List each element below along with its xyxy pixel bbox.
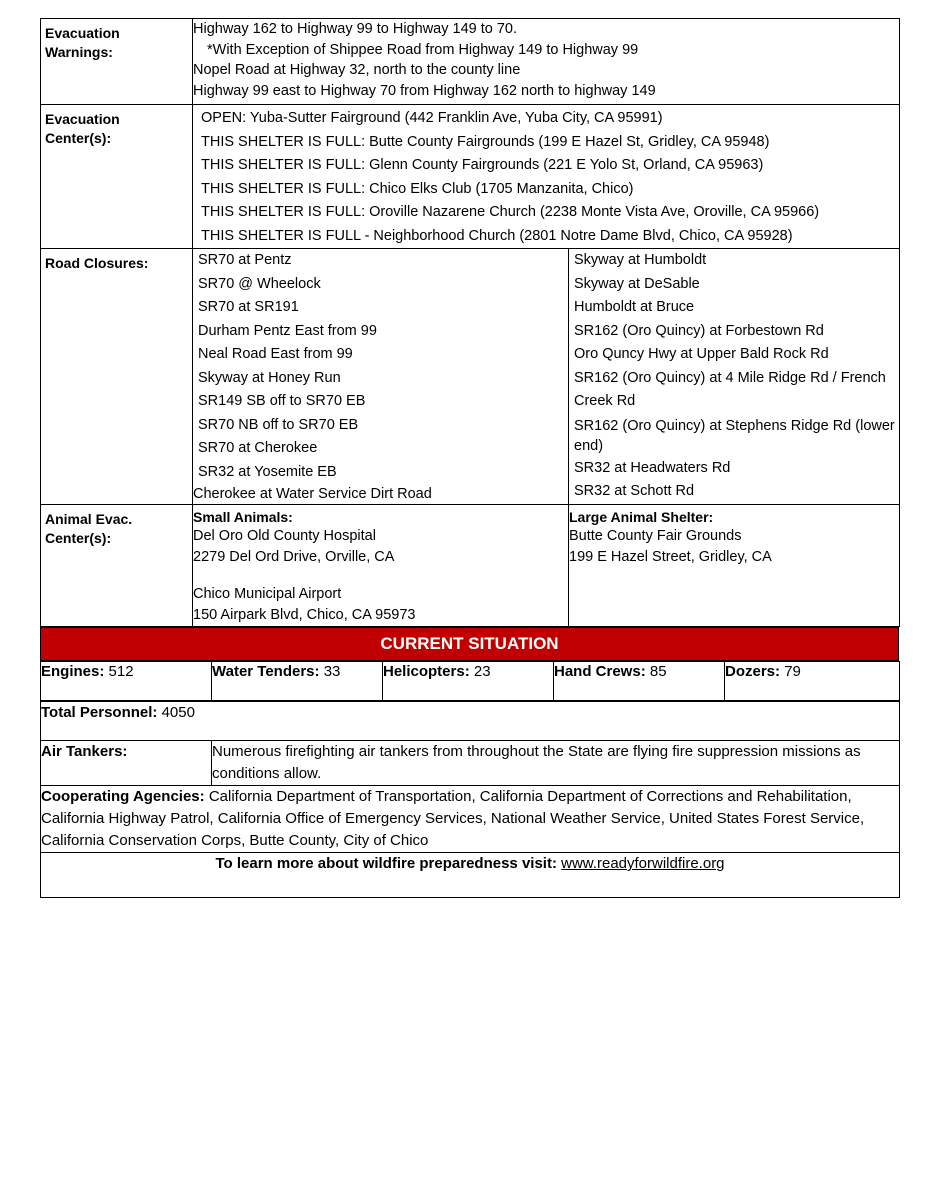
closure-item: Oro Quncy Hwy at Upper Bald Rock Rd bbox=[574, 346, 829, 362]
evacuation-centers-label: Evacuation Center(s): bbox=[41, 105, 193, 249]
air-tankers-row bbox=[41, 741, 900, 786]
shelter-line: THIS SHELTER IS FULL: Chico Elks Club (1705 Manzanita, Chico) bbox=[201, 180, 634, 197]
cooperating-agencies-cell bbox=[41, 786, 900, 853]
stat-hand-crews bbox=[554, 662, 725, 701]
closure-item: Neal Road East from 99 bbox=[198, 346, 353, 362]
air-tankers-text: Numerous firefighting air tankers from throughout the State are flying fire suppression missions as conditions allow. bbox=[212, 741, 900, 786]
closure-item: SR70 @ Wheelock bbox=[198, 275, 321, 292]
warning-line: Nopel Road at Highway 32, north to the county line bbox=[193, 62, 521, 78]
air-tankers-label: Air Tankers: bbox=[41, 741, 212, 786]
total-personnel-value: 4050 bbox=[161, 704, 195, 721]
cooperating-agencies-row bbox=[41, 786, 900, 853]
total-personnel-label: Total Personnel: bbox=[41, 704, 158, 721]
total-personnel-row bbox=[41, 702, 900, 741]
stat-water-tenders bbox=[212, 662, 383, 701]
small-animals-line: 150 Airpark Blvd, Chico, CA 95973 bbox=[193, 607, 416, 623]
shelter-line: THIS SHELTER IS FULL - Neighborhood Church (2801 Notre Dame Blvd, Chico, CA 95928) bbox=[201, 227, 793, 244]
evacuation-centers-row bbox=[41, 105, 900, 249]
small-animals-cell bbox=[193, 505, 569, 627]
closure-item: SR70 at Pentz bbox=[198, 252, 292, 268]
closure-item: SR70 at Cherokee bbox=[198, 440, 318, 456]
shelter-line: THIS SHELTER IS FULL: Oroville Nazarene Church (2238 Monte Vista Ave, Oroville, CA 95966) bbox=[201, 204, 820, 220]
stat-value: 33 bbox=[323, 663, 341, 680]
small-animals-line bbox=[193, 568, 568, 584]
road-closures-left bbox=[193, 249, 569, 505]
learn-more-cell bbox=[41, 853, 900, 898]
shelter-line: OPEN: Yuba-Sutter Fairground (442 Franklin Ave, Yuba City, CA 95991) bbox=[201, 110, 663, 126]
stat-value: 23 bbox=[473, 663, 491, 680]
resource-stats-table bbox=[40, 661, 900, 701]
readyforwildfire-link[interactable]: www.readyforwildfire.org bbox=[561, 855, 725, 872]
closure-item: Skyway at Honey Run bbox=[198, 369, 341, 386]
evacuation-warnings-row bbox=[41, 19, 900, 105]
incident-document bbox=[40, 18, 899, 898]
small-animals-heading: Small Animals: bbox=[193, 509, 293, 525]
closure-item: Cherokee at Water Service Dirt Road bbox=[193, 486, 432, 502]
animal-centers-label: Animal Evac. Center(s): bbox=[41, 505, 193, 627]
warning-line: Highway 162 to Highway 99 to Highway 149 to 70. bbox=[193, 21, 518, 37]
road-closures-label: Road Closures: bbox=[41, 249, 193, 505]
evacuation-warnings-label: Evacuation Warnings: bbox=[41, 19, 193, 105]
resource-stats-row bbox=[41, 662, 900, 701]
stat-engines bbox=[41, 662, 212, 701]
closure-item: SR32 at Headwaters Rd bbox=[574, 459, 731, 476]
incident-info-table bbox=[40, 18, 900, 627]
stat-value: 79 bbox=[784, 663, 801, 680]
stat-label: Dozers: bbox=[725, 663, 781, 680]
closure-item: SR162 (Oro Quincy) at Forbestown Rd bbox=[574, 322, 824, 339]
animal-centers-row bbox=[41, 505, 900, 627]
stat-value: 85 bbox=[649, 663, 667, 680]
closure-item: SR32 at Yosemite EB bbox=[198, 463, 337, 480]
stat-value: 512 bbox=[108, 663, 134, 680]
cooperating-agencies-label: Cooperating Agencies: bbox=[41, 788, 205, 805]
small-animals-line: Chico Municipal Airport bbox=[193, 586, 342, 602]
warning-line: *With Exception of Shippee Road from Highway 149 to Highway 99 bbox=[207, 41, 639, 58]
closure-item: Skyway at DeSable bbox=[574, 275, 700, 292]
small-animals-line: 2279 Del Ord Drive, Orville, CA bbox=[193, 549, 395, 565]
stat-dozers bbox=[725, 662, 900, 701]
large-animals-line: 199 E Hazel Street, Gridley, CA bbox=[569, 549, 772, 565]
road-closures-right bbox=[569, 249, 900, 505]
small-animals-line: Del Oro Old County Hospital bbox=[193, 528, 376, 544]
evacuation-warnings-content bbox=[193, 19, 900, 105]
stat-label: Helicopters: bbox=[383, 663, 470, 680]
shelter-line: THIS SHELTER IS FULL: Glenn County Fairgrounds (221 E Yolo St, Orland, CA 95963) bbox=[201, 157, 764, 173]
closure-item: SR32 at Schott Rd bbox=[574, 483, 695, 499]
stat-helicopters bbox=[383, 662, 554, 701]
closure-item: SR162 (Oro Quincy) at 4 Mile Ridge Rd / French Creek Rd bbox=[574, 369, 886, 409]
cooperating-agencies-text: California Department of Transportation, California Department of Corrections and Rehabilitation, California Highway Patrol, California Office of Emergency Services, National Weather Service, United States Forest Service, California Conservation Corps, Butte County, City of Chico bbox=[41, 788, 865, 849]
situation-details-table bbox=[40, 701, 900, 898]
current-situation-banner: CURRENT SITUATION bbox=[40, 627, 899, 661]
closure-item: SR70 at SR191 bbox=[198, 299, 299, 315]
large-animals-line: Butte County Fair Grounds bbox=[569, 528, 742, 544]
large-animals-heading: Large Animal Shelter: bbox=[569, 509, 714, 525]
stat-label: Engines: bbox=[41, 663, 105, 680]
warning-line: Highway 99 east to Highway 70 from Highway 162 north to highway 149 bbox=[193, 82, 656, 99]
evacuation-centers-content bbox=[193, 105, 900, 249]
closure-item: Durham Pentz East from 99 bbox=[198, 322, 377, 339]
large-animals-cell bbox=[569, 505, 900, 627]
closure-item: SR149 SB off to SR70 EB bbox=[198, 393, 366, 409]
shelter-line: THIS SHELTER IS FULL: Butte County Fairgrounds (199 E Hazel St, Gridley, CA 95948) bbox=[201, 133, 770, 150]
closure-item: SR70 NB off to SR70 EB bbox=[198, 416, 359, 433]
road-closures-row bbox=[41, 249, 900, 505]
closure-item: SR162 (Oro Quincy) at Stephens Ridge Rd (lower end) bbox=[574, 417, 895, 454]
closure-item: Humboldt at Bruce bbox=[574, 299, 695, 315]
closure-item: Skyway at Humboldt bbox=[574, 252, 707, 268]
total-personnel-cell bbox=[41, 702, 900, 741]
learn-more-label: To learn more about wildfire preparedness visit: bbox=[215, 855, 557, 872]
learn-more-row bbox=[41, 853, 900, 898]
stat-label: Hand Crews: bbox=[554, 663, 646, 680]
stat-label: Water Tenders: bbox=[212, 663, 320, 680]
